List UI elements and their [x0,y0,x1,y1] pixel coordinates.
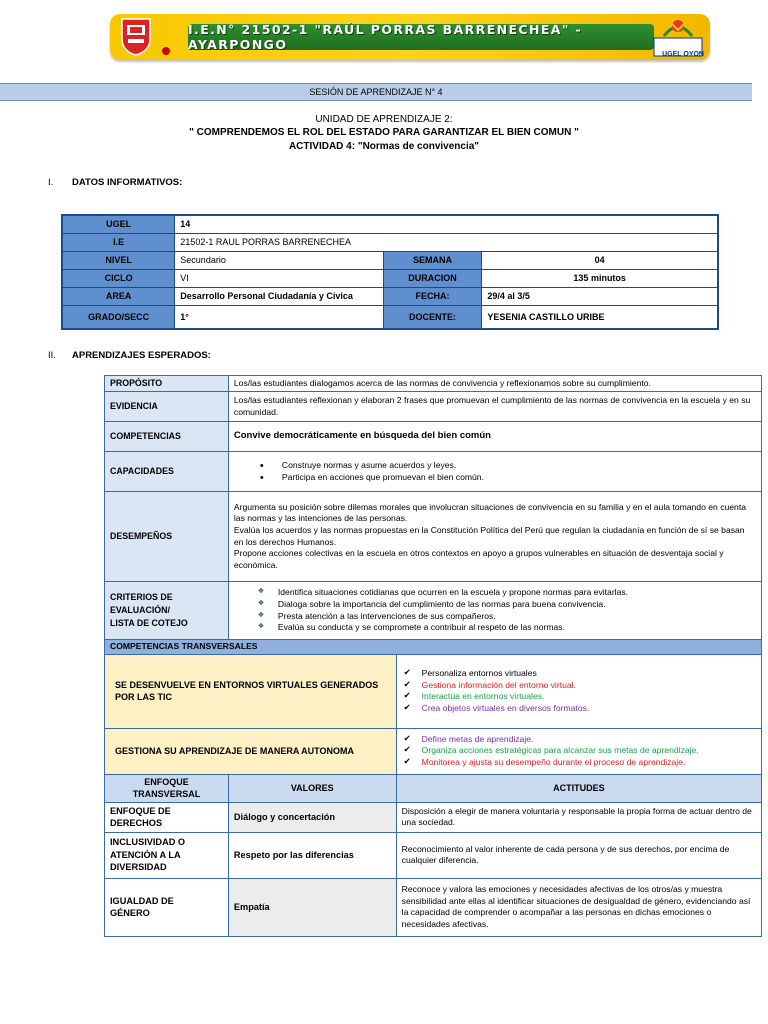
section-1-number: I. [48,177,54,188]
criterios-cell [228,582,761,640]
list-item: ✔ Define metas de aprendizaje. [402,734,756,746]
unidad-label: UNIDAD DE APRENDIZAJE 2: [315,114,453,125]
desempenos-label: DESEMPEÑOS [105,492,229,582]
area-label: AREA [62,287,175,305]
criterios-label-line: LISTA DE COTEJO [110,618,188,629]
proposito-text: Los/las estudiantes dialogamos acerca de las normas de convivencia y reflexionamos sobre su cumplimiento. [228,376,761,392]
nivel-value: Secundario [175,251,383,269]
table-row [105,452,762,492]
enfoque-name [105,878,229,936]
criterios-list [234,587,756,633]
table-row [105,802,762,832]
list-item: ❖ Presta atención a las intervenciones de sus compañeros. [234,611,756,623]
enfoque-name [105,832,229,878]
enfoque-actitud: Reconocimiento al valor inherente de cada persona y de sus derechos, por encima de cualquier diferencia. [396,832,761,878]
section-1-heading [48,177,182,188]
table-row [105,392,762,422]
ie-label: I.E [62,233,175,251]
table-row [105,832,762,878]
list-item: ❖ Identifica situaciones cotidianas que ocurren en la escuela y propone normas para evitarlas. [234,587,756,599]
section-2-heading [48,350,211,361]
table-row [105,878,762,936]
desempeno-item: Propone acciones colectivas en la escuela en otros contextos en apoyo a grupos vulnerables en situación de desventaja social y económica. [233,548,724,570]
enfoque-valor: Diálogo y concertación [228,802,396,832]
enfoque-header-line: ENFOQUE [144,776,189,787]
enfoque-valor: Empatía [228,878,396,936]
table-row [62,287,718,305]
ugel-value: 14 [175,215,718,233]
list-item: • Participa en acciones que promuevan el bien común. [234,472,756,484]
grado-value: 1° [175,305,383,329]
section-2-title: APRENDIZAJES ESPERADOS: [72,350,211,361]
desempeno-item: Evalúa los acuerdos y las normas propuestas en la Constitución Política del Perú que regulan la ciudadanía en función de sí se basan en los derechos Humanos. [233,524,745,547]
ciclo-label: CICLO [62,269,175,287]
criterios-label [105,582,229,640]
nivel-label: NIVEL [62,251,175,269]
table-row [105,376,762,392]
ie-value: 21502-1 RAUL PORRAS BARRENECHEA [175,233,718,251]
table-row [105,640,762,655]
aprendizajes-table [104,375,762,937]
actividad-title: ACTIVIDAD 4: "Normas de convivencia" [288,141,480,152]
capacidades-list [234,460,756,483]
table-row [62,251,718,269]
tic-cell [396,654,761,728]
school-crest-logo [114,17,174,57]
ciclo-value: VI [175,269,383,287]
table-row [105,654,762,728]
enfoque-name-line: INCLUSIVIDAD O [110,837,186,848]
ugel-logo-text: UGEL OYON [662,51,704,58]
evidencia-text: Los/las estudiantes reflexionan y elaboran 2 frases que promuevan el cumplimiento de las normas de convivencia en la escuela y en su comunidad. [228,392,761,422]
list-item: ✔ Interactúa en entornos virtuales. [402,691,756,703]
desempeno-item: Argumenta su posición sobre dilemas morales que involucran situaciones de convivencia en su familia y en el aula tomando en cuenta las normas y las intenciones de las personas. [233,501,746,524]
valores-header: VALORES [228,774,396,802]
header-banner [110,14,710,60]
table-row [105,422,762,452]
autonoma-cell [396,728,761,774]
list-item: ✔ Personaliza entornos virtuales [402,668,756,680]
enfoque-name-line: ENFOQUE DE [110,805,171,816]
enfoque-header [105,774,229,802]
duracion-label: DURACION [383,269,482,287]
list-item: • Construye normas y asume acuerdos y leyes. [234,460,756,472]
proposito-label: PROPÓSITO [105,376,229,392]
capacidades-cell [228,452,761,492]
list-item: ❖ Dialoga sobre la importancia del cumplimiento de las normas para buena convivencia. [234,599,756,611]
enfoque-name-line: IGUALDAD DE [110,895,174,906]
list-item: ✔ Crea objetos virtuales en diversos formatos. [402,703,756,715]
session-title: SESIÓN DE APRENDIZAJE N° 4 [0,83,752,101]
list-item: ✔ Gestiona información del entorno virtual. [402,680,756,692]
semana-label: SEMANA [383,251,482,269]
fecha-value: 29/4 al 3/5 [482,287,718,305]
enfoque-name-line: ATENCIÓN A LA [110,849,181,860]
table-row [62,233,718,251]
autonoma-label: GESTIONA SU APRENDIZAJE DE MANERA AUTONOMA [105,728,397,774]
datos-informativos-table [61,214,719,330]
table-row [105,774,762,802]
autonoma-list [402,734,756,769]
tic-list [402,668,756,714]
unit-name: " COMPRENDEMOS EL ROL DEL ESTADO PARA GARANTIZAR EL BIEN COMUN " [189,127,579,138]
list-item: ✔ Organiza acciones estratégicas para alcanzar sus metas de aprendizaje. [402,745,756,757]
duracion-value: 135 minutos [482,269,718,287]
section-2-number: II. [48,350,56,361]
tic-label: SE DESENVUELVE EN ENTORNOS VIRTUALES GENERADOS POR LAS TIC [105,654,397,728]
fecha-label: FECHA: [383,287,482,305]
actitudes-header: ACTITUDES [396,774,761,802]
table-row [62,269,718,287]
grado-label: GRADO/SECC [62,305,175,329]
section-1-title: DATOS INFORMATIVOS: [72,177,183,188]
transversales-header: COMPETENCIAS TRANSVERSALES [105,640,762,655]
criterios-label-line: EVALUACIÓN/ [110,604,170,615]
competencias-text: Convive democráticamente en búsqueda del bien común [228,422,761,452]
table-row [105,728,762,774]
semana-value: 04 [482,251,718,269]
enfoque-valor: Respeto por las diferencias [228,832,396,878]
enfoque-header-line: TRANSVERSAL [132,789,201,800]
table-row [62,305,718,329]
banner-title: I.E.N° 21502-1 "RAÚL PORRAS BARRENECHEA" - AYARPONGO [188,24,654,50]
enfoque-actitud: Disposición a elegir de manera voluntaria y responsable la propia forma de actuar dentro de una sociedad. [396,802,761,832]
docente-label: DOCENTE: [383,305,482,329]
enfoque-name-line: DIVERSIDAD [110,862,167,873]
desempenos-cell [228,492,761,582]
area-value: Desarrollo Personal Ciudadanía y Cívica [175,287,383,305]
enfoque-name [105,802,229,832]
ugel-label: UGEL [62,215,175,233]
table-row [105,492,762,582]
enfoque-name-line: DERECHOS [110,818,163,829]
table-row [105,582,762,640]
docente-value: YESENIA CASTILLO URIBE [482,305,718,329]
competencias-label: COMPETENCIAS [105,422,229,452]
list-item: ✔ Monitorea y ajusta su desempeño durante el proceso de aprendizaje. [402,757,756,769]
enfoque-name-line: GÉNERO [110,908,150,919]
criterios-label-line: CRITERIOS DE [110,591,173,602]
evidencia-label: EVIDENCIA [105,392,229,422]
enfoque-actitud: Reconoce y valora las emociones y necesidades afectivas de los otros/as y muestra sensibilidad ante ellas al identificar situaciones de desigualdad de género, evidenciando así la capacidad de comprender o acompañar a las personas en dichas emociones o necesidades afectivas. [396,878,761,936]
table-row [62,215,718,233]
list-item: ❖ Evalúa su conducta y se compromete a contribuir al respeto de las normas. [234,622,756,634]
capacidades-label: CAPACIDADES [105,452,229,492]
